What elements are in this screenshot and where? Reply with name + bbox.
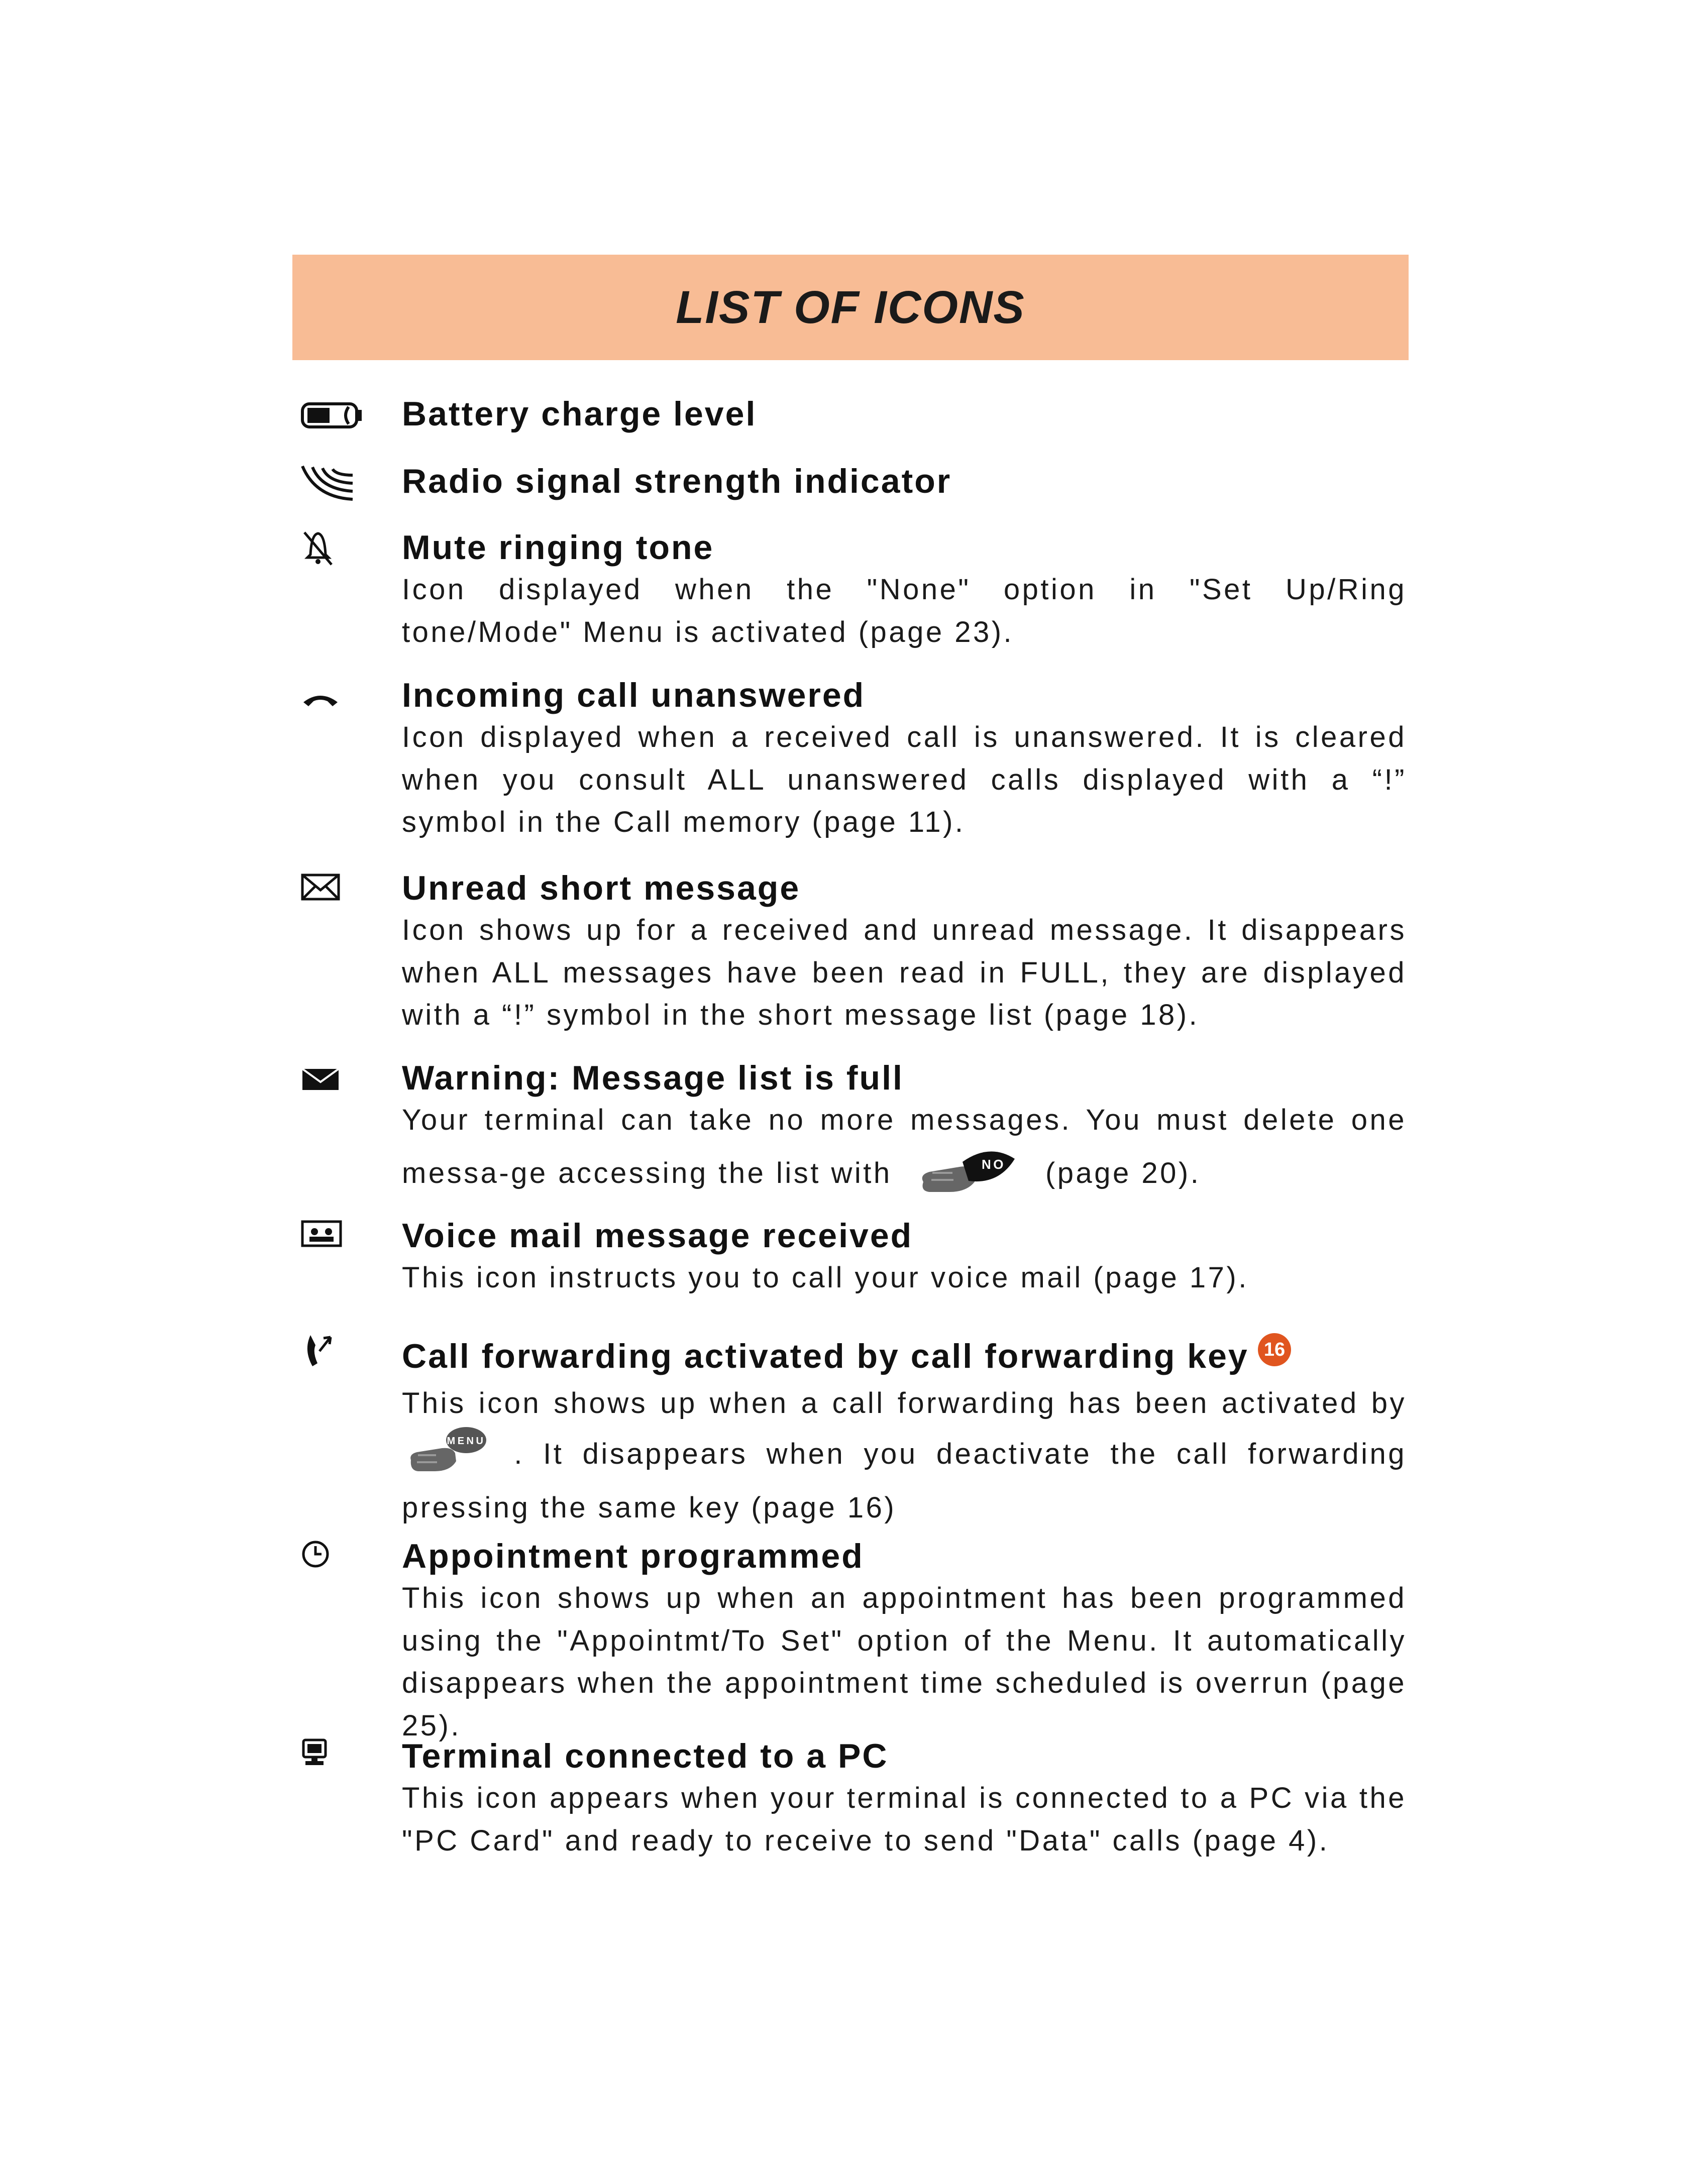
description-text: This icon shows up when an appointment has been programmed using the "Appointmt/To Set" option of the Menu. It automatically disappears when the appointment time scheduled is overrun (page 25). <box>402 1582 1407 1742</box>
pc-monitor-icon <box>300 1738 371 1778</box>
entry-title: Battery charge level <box>402 395 757 433</box>
entry-description <box>402 1577 1407 1747</box>
voicemail-icon <box>300 1220 371 1260</box>
entry-description <box>402 716 1407 844</box>
muted-bell-icon <box>300 527 371 568</box>
clock-icon <box>300 1539 371 1579</box>
description-text: Icon shows up for a received and unread message. It disappears when ALL messages have been read in FULL, they are displayed with a “!” symbol in the short message list (page 18). <box>402 914 1407 1031</box>
entry-title: Voice mail message received <box>402 1217 913 1255</box>
entry-title: Warning: Message list is full <box>402 1059 904 1097</box>
entry-title: Radio signal strength indicator <box>402 462 952 500</box>
menu-key-icon <box>407 1425 487 1487</box>
no-key-label: NO <box>982 1156 1006 1172</box>
missed-call-icon <box>300 689 371 729</box>
signal-strength-icon <box>300 462 371 502</box>
description-text: (page 20). <box>1045 1156 1201 1189</box>
description-text: This icon appears when your terminal is connected to a PC via the "PC Card" and ready to receive to send "Data" calls (page 4). <box>402 1782 1407 1857</box>
entry-description <box>402 569 1407 653</box>
entry-description <box>402 1099 1407 1209</box>
envelope-outline-icon <box>300 873 371 913</box>
description-text: . It disappears when you deactivate the call forwarding pressing the same key (page 16) <box>402 1437 1407 1524</box>
entry-description <box>402 909 1407 1037</box>
menu-key-label: MENU <box>447 1435 486 1447</box>
description-text: Your terminal can take no more messages. You must delete one messa-ge accessing the list with <box>402 1104 1407 1189</box>
key-number-badge: 16 <box>1258 1333 1291 1366</box>
description-text: This icon instructs you to call your voice mail (page 17). <box>402 1261 1249 1294</box>
description-text: Icon displayed when the "None" option in "Set Up/Ring tone/Mode" Menu is activated (page 23). <box>402 573 1407 648</box>
entry-title: Incoming call unanswered <box>402 676 866 714</box>
envelope-filled-icon <box>300 1067 371 1107</box>
entry-title: Mute ringing tone <box>402 528 714 567</box>
battery-icon <box>300 398 371 438</box>
entry-title: Appointment programmed <box>402 1537 864 1575</box>
entry-title: Terminal connected to a PC <box>402 1737 889 1775</box>
call-forward-icon <box>300 1330 371 1370</box>
entry-description <box>402 1777 1407 1862</box>
entry-title-text: Call forwarding activated by call forwarding key <box>402 1337 1249 1375</box>
title-banner <box>292 255 1409 360</box>
entry-title: Unread short message <box>402 869 801 907</box>
entry-description <box>402 1382 1407 1530</box>
entry-description <box>402 1257 1407 1299</box>
description-text: Icon displayed when a received call is unanswered. It is cleared when you consult ALL unanswered calls displayed with a “!” symbol in the Call memory (page 11). <box>402 721 1407 838</box>
no-key-icon <box>914 1142 1020 1209</box>
entry-title <box>402 1336 1407 1376</box>
page-title: LIST OF ICONS <box>676 281 1025 333</box>
description-text: This icon shows up when a call forwarding has been activated by <box>402 1387 1407 1420</box>
